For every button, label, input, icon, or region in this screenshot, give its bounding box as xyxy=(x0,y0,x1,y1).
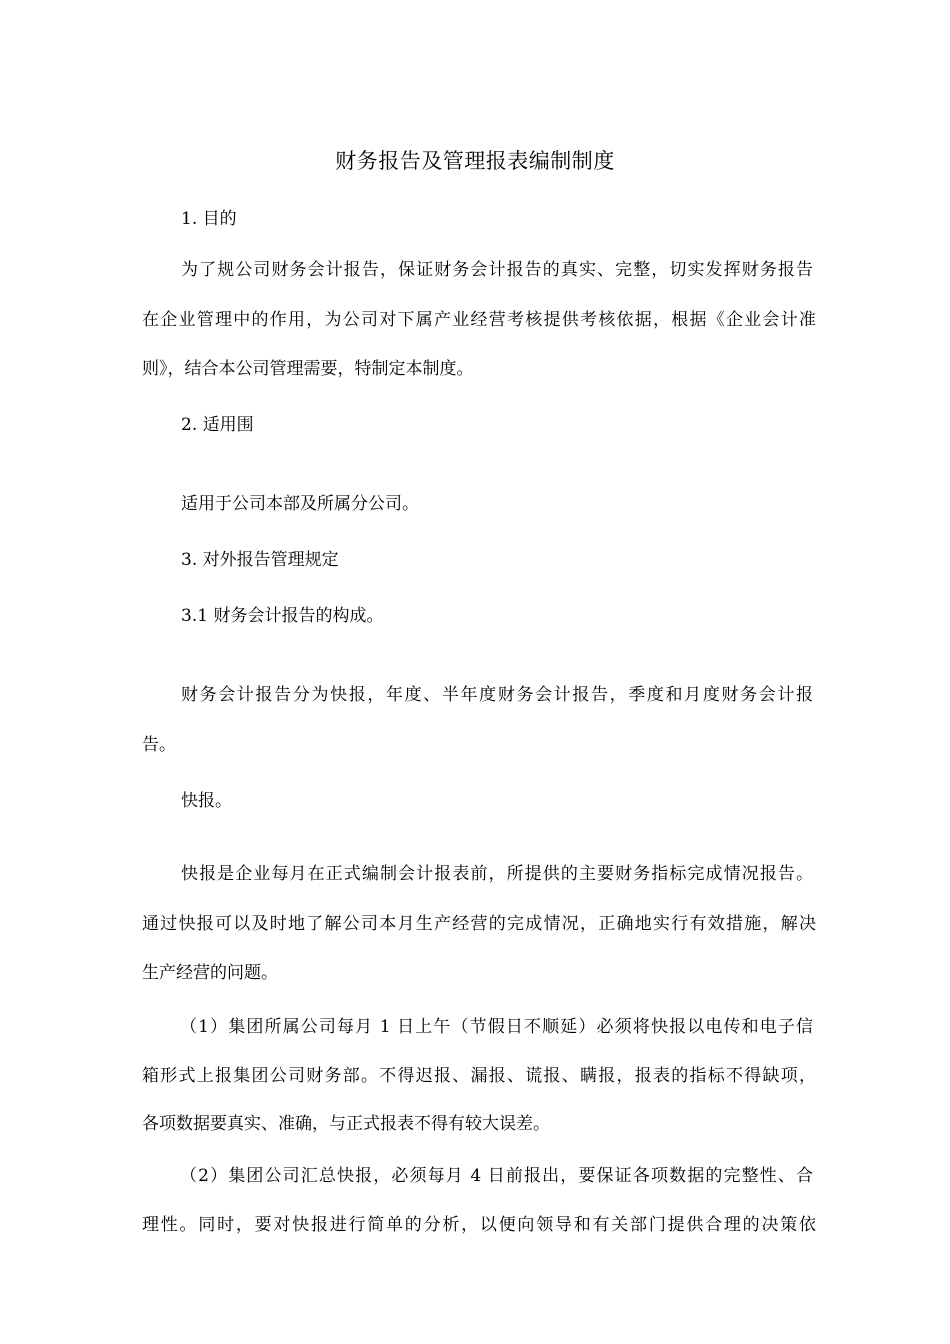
paragraph-line: 适用于公司本部及所属分公司。 xyxy=(181,494,419,514)
paragraph-line: 快报。 xyxy=(181,791,232,811)
section-heading-scope: 2. 适用围 xyxy=(181,415,254,435)
section-heading-external-report: 3. 对外报告管理规定 xyxy=(181,550,339,570)
paragraph-line: 快报是企业每月在正式编制会计报表前，所提供的主要财务指标完成情况报告。 xyxy=(181,864,813,884)
paragraph-line: 生产经营的问题。 xyxy=(142,963,278,983)
section-heading-purpose: 1. 目的 xyxy=(181,209,237,229)
document-title: 财务报告及管理报表编制制度 xyxy=(335,149,615,173)
paragraph-line: 财务会计报告分为快报，年度、半年度财务会计报告，季度和月度财务会计报 xyxy=(181,685,813,705)
paragraph-line: （2）集团公司汇总快报，必须每月 4 日前报出，要保证各项数据的完整性、合 xyxy=(180,1166,813,1186)
subsection-heading: 3.1 财务会计报告的构成。 xyxy=(181,606,384,626)
paragraph-line: 在企业管理中的作用，为公司对下属产业经营考核提供考核依据，根据《企业会计准 xyxy=(142,310,816,330)
paragraph-line: 通过快报可以及时地了解公司本月生产经营的完成情况，正确地实行有效措施，解决 xyxy=(142,914,816,934)
paragraph-line: 箱形式上报集团公司财务部。不得迟报、漏报、谎报、瞒报，报表的指标不得缺项， xyxy=(142,1066,816,1086)
paragraph-line: 告。 xyxy=(142,735,176,755)
paragraph-line: （1）集团所属公司每月 1 日上午（节假日不顺延）必须将快报以电传和电子信 xyxy=(180,1017,813,1037)
paragraph-line: 理性。同时，要对快报进行简单的分析，以便向领导和有关部门提供合理的决策依 xyxy=(142,1215,816,1235)
paragraph-line: 各项数据要真实、准确，与正式报表不得有较大误差。 xyxy=(142,1114,550,1134)
paragraph-line: 则》，结合本公司管理需要，特制定本制度。 xyxy=(142,359,474,379)
paragraph-line: 为了规公司财务会计报告，保证财务会计报告的真实、完整，切实发挥财务报告 xyxy=(181,260,813,280)
